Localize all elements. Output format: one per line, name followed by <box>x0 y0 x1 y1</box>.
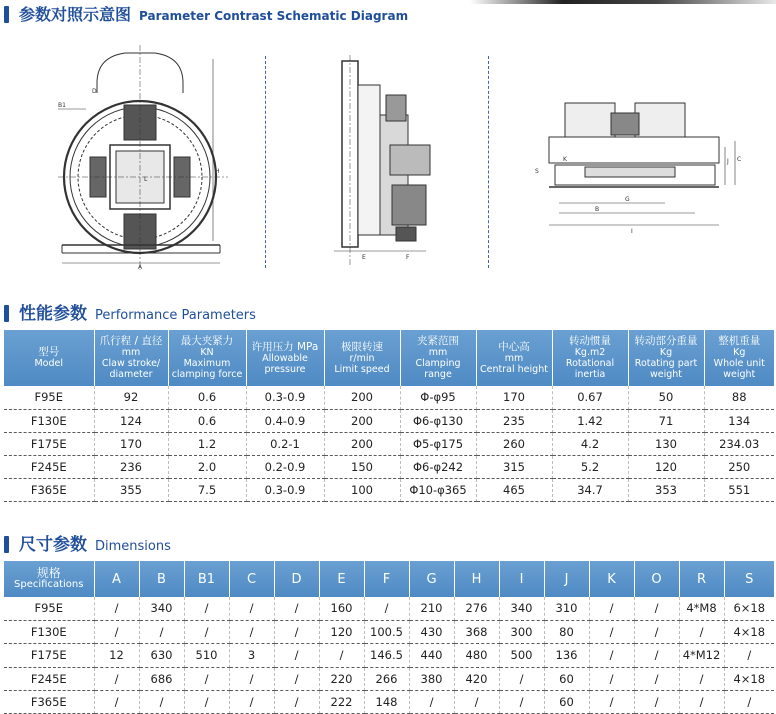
table-row <box>4 455 774 478</box>
table-cell: / <box>679 691 724 714</box>
header-dimension: K <box>589 561 634 597</box>
label-l: L <box>144 176 148 183</box>
table-cell: 4×18 <box>724 667 774 690</box>
model-cell: F175E <box>4 432 94 455</box>
header-dimension: S <box>724 561 774 597</box>
table-cell: 134 <box>704 409 774 432</box>
dimensions-table <box>4 561 774 714</box>
table-cell: / <box>184 667 229 690</box>
table-cell: 1.2 <box>168 432 246 455</box>
label-h: H <box>215 168 220 175</box>
table-cell: 136 <box>544 644 589 667</box>
front-view-drawing <box>50 45 240 270</box>
header-dimension: H <box>454 561 499 597</box>
table-cell: 4×18 <box>724 620 774 643</box>
table-cell: 0.2-1 <box>246 432 324 455</box>
table-cell: 0.67 <box>552 386 628 409</box>
table-cell: 200 <box>324 409 400 432</box>
section-marker-icon <box>4 536 9 553</box>
table-cell: 12 <box>94 644 139 667</box>
table-cell: 340 <box>499 597 544 620</box>
table-cell: 480 <box>454 644 499 667</box>
table-cell: 220 <box>319 667 364 690</box>
table-cell: / <box>634 597 679 620</box>
table-cell: 88 <box>704 386 774 409</box>
section-marker-icon <box>4 305 9 322</box>
table-cell: 250 <box>704 455 774 478</box>
table-cell: / <box>364 597 409 620</box>
table-cell: 0.4-0.9 <box>246 409 324 432</box>
header-rotating-weight: 转动部分重量 Kg Rotating part weight <box>628 330 704 386</box>
table-cell: / <box>274 620 319 643</box>
table-cell: 100 <box>324 478 400 501</box>
spec-cell: F245E <box>4 667 94 690</box>
label-c: C <box>737 156 742 163</box>
performance-section-title <box>4 299 256 324</box>
header-pressure: 许用压力 MPa Allowable pressure <box>246 330 324 386</box>
header-specifications: 规格 Specifications <box>4 561 94 597</box>
header-dimension: J <box>544 561 589 597</box>
table-cell: 4.2 <box>552 432 628 455</box>
spec-cell: F365E <box>4 691 94 714</box>
table-cell: 500 <box>499 644 544 667</box>
table-cell: / <box>589 691 634 714</box>
table-cell: 60 <box>544 691 589 714</box>
performance-title-cn: 性能参数 <box>19 304 87 324</box>
dimensions-title-en: Dimensions <box>95 539 171 554</box>
table-cell: 368 <box>454 620 499 643</box>
label-s: S <box>535 168 539 175</box>
header-claw-stroke: 爪行程 / 直径 mm Claw stroke/ diameter <box>94 330 168 386</box>
table-cell: / <box>229 691 274 714</box>
header-dimension: G <box>409 561 454 597</box>
table-cell: Φ10-φ365 <box>400 478 476 501</box>
table-cell: 210 <box>409 597 454 620</box>
table-cell: / <box>679 620 724 643</box>
diagram-section-title <box>4 2 408 25</box>
table-cell: 686 <box>139 667 184 690</box>
table-cell: 200 <box>324 386 400 409</box>
header-dimension: R <box>679 561 724 597</box>
table-cell: 440 <box>409 644 454 667</box>
diagram-title-en: Parameter Contrast Schematic Diagram <box>139 9 409 23</box>
side-view-drawing <box>330 55 440 265</box>
table-cell: / <box>94 597 139 620</box>
table-cell: 150 <box>324 455 400 478</box>
header-central-height: 中心高 mm Central height <box>476 330 552 386</box>
table-cell: 170 <box>476 386 552 409</box>
table-cell: 200 <box>324 432 400 455</box>
table-cell: 630 <box>139 644 184 667</box>
table-cell: 430 <box>409 620 454 643</box>
table-cell: 100.5 <box>364 620 409 643</box>
table-row <box>4 409 774 432</box>
table-cell: 170 <box>94 432 168 455</box>
label-i: I <box>631 228 633 235</box>
spec-cell: F130E <box>4 620 94 643</box>
table-cell: 260 <box>476 432 552 455</box>
performance-header-row <box>4 330 774 386</box>
header-limit-speed: 极限转速 r/min Limit speed <box>324 330 400 386</box>
table-row <box>4 597 774 620</box>
header-clamping-force: 最大夹紧力 KN Maximum clamping force <box>168 330 246 386</box>
table-cell: 80 <box>544 620 589 643</box>
model-cell: F130E <box>4 409 94 432</box>
table-cell: 7.5 <box>168 478 246 501</box>
table-row <box>4 667 774 690</box>
model-cell: F245E <box>4 455 94 478</box>
table-cell: Φ6-φ242 <box>400 455 476 478</box>
label-f: F <box>406 254 410 261</box>
table-cell: / <box>139 620 184 643</box>
table-cell: 60 <box>544 667 589 690</box>
table-cell: / <box>499 691 544 714</box>
label-b1: B1 <box>58 102 66 109</box>
table-cell: 315 <box>476 455 552 478</box>
table-cell: / <box>409 691 454 714</box>
table-row <box>4 478 774 501</box>
table-cell: / <box>184 597 229 620</box>
table-cell: / <box>274 691 319 714</box>
table-cell: 235 <box>476 409 552 432</box>
table-cell: 310 <box>544 597 589 620</box>
header-unit-weight: 整机重量 Kg Whole unit weight <box>704 330 774 386</box>
table-cell: / <box>679 667 724 690</box>
top-view-drawing <box>535 95 760 235</box>
table-cell: 5.2 <box>552 455 628 478</box>
table-cell: / <box>724 691 774 714</box>
table-cell: / <box>634 644 679 667</box>
model-cell: F365E <box>4 478 94 501</box>
label-d: D <box>92 88 97 95</box>
spec-cell: F175E <box>4 644 94 667</box>
table-cell: / <box>274 644 319 667</box>
table-row <box>4 432 774 455</box>
table-cell: / <box>499 667 544 690</box>
table-cell: / <box>94 667 139 690</box>
spec-cell: F95E <box>4 597 94 620</box>
table-cell: / <box>184 691 229 714</box>
header-dimension: B1 <box>184 561 229 597</box>
header-dimension: C <box>229 561 274 597</box>
header-decoration <box>470 0 776 4</box>
header-rotational-inertia: 转动惯量 Kg.m2 Rotational inertia <box>552 330 628 386</box>
header-dimension: F <box>364 561 409 597</box>
table-cell: / <box>94 691 139 714</box>
table-cell: 551 <box>704 478 774 501</box>
table-cell: / <box>589 667 634 690</box>
label-j: J <box>727 158 729 165</box>
table-cell: 146.5 <box>364 644 409 667</box>
label-a: A <box>138 264 143 270</box>
diagram-title-cn: 参数对照示意图 <box>19 5 132 24</box>
table-cell: 0.3-0.9 <box>246 386 324 409</box>
diagram-divider <box>265 56 266 268</box>
table-cell: / <box>634 691 679 714</box>
table-cell: / <box>229 620 274 643</box>
label-k: K <box>563 156 567 163</box>
table-cell: 34.7 <box>552 478 628 501</box>
table-cell: 120 <box>319 620 364 643</box>
table-cell: 353 <box>628 478 704 501</box>
table-cell: 92 <box>94 386 168 409</box>
header-dimension: B <box>139 561 184 597</box>
table-cell: / <box>634 620 679 643</box>
table-cell: 2.0 <box>168 455 246 478</box>
table-cell: 340 <box>139 597 184 620</box>
table-cell: 355 <box>94 478 168 501</box>
table-cell: 0.6 <box>168 409 246 432</box>
label-e: E <box>362 254 366 261</box>
table-cell: Φ6-φ130 <box>400 409 476 432</box>
header-dimension: D <box>274 561 319 597</box>
table-row <box>4 386 774 409</box>
table-cell: / <box>589 620 634 643</box>
table-cell: 160 <box>319 597 364 620</box>
table-cell: / <box>589 644 634 667</box>
table-cell: 3 <box>229 644 274 667</box>
table-cell: / <box>724 644 774 667</box>
table-cell: 380 <box>409 667 454 690</box>
table-cell: 222 <box>319 691 364 714</box>
table-cell: / <box>139 691 184 714</box>
table-cell: 0.3-0.9 <box>246 478 324 501</box>
table-cell: 465 <box>476 478 552 501</box>
table-cell: 300 <box>499 620 544 643</box>
table-cell: 6×18 <box>724 597 774 620</box>
table-cell: 120 <box>628 455 704 478</box>
table-cell: 130 <box>628 432 704 455</box>
table-row <box>4 644 774 667</box>
table-cell: 71 <box>628 409 704 432</box>
header-dimension: E <box>319 561 364 597</box>
performance-table <box>4 330 774 502</box>
header-clamping-range: 夹紧范围 mm Clamping range <box>400 330 476 386</box>
table-cell: 276 <box>454 597 499 620</box>
table-cell: 1.42 <box>552 409 628 432</box>
table-cell: / <box>454 691 499 714</box>
header-dimension: A <box>94 561 139 597</box>
table-cell: Φ-φ95 <box>400 386 476 409</box>
table-cell: 266 <box>364 667 409 690</box>
header-dimension: O <box>634 561 679 597</box>
model-cell: F95E <box>4 386 94 409</box>
table-cell: 0.2-0.9 <box>246 455 324 478</box>
table-cell: / <box>274 667 319 690</box>
dimensions-title-cn: 尺寸参数 <box>19 535 87 555</box>
header-model: 型号 Model <box>4 330 94 386</box>
table-cell: / <box>274 597 319 620</box>
table-cell: Φ5-φ175 <box>400 432 476 455</box>
table-row <box>4 620 774 643</box>
table-cell: 148 <box>364 691 409 714</box>
table-cell: 50 <box>628 386 704 409</box>
table-cell: / <box>94 620 139 643</box>
section-marker-icon <box>4 6 9 23</box>
table-cell: 236 <box>94 455 168 478</box>
table-cell: / <box>229 667 274 690</box>
table-cell: 510 <box>184 644 229 667</box>
label-g: G <box>625 196 630 203</box>
table-cell: / <box>229 597 274 620</box>
table-cell: 124 <box>94 409 168 432</box>
table-cell: 234.03 <box>704 432 774 455</box>
table-cell: 0.6 <box>168 386 246 409</box>
table-cell: 4*M12 <box>679 644 724 667</box>
table-cell: / <box>634 667 679 690</box>
table-cell: / <box>589 597 634 620</box>
table-cell: / <box>319 644 364 667</box>
table-cell: 420 <box>454 667 499 690</box>
dimensions-section-title <box>4 530 171 555</box>
diagram-divider <box>488 56 489 268</box>
table-row <box>4 691 774 714</box>
table-cell: 4*M8 <box>679 597 724 620</box>
label-b: B <box>595 206 600 213</box>
dimensions-header-row <box>4 561 774 597</box>
performance-title-en: Performance Parameters <box>95 308 256 323</box>
header-dimension: I <box>499 561 544 597</box>
table-cell: / <box>184 620 229 643</box>
